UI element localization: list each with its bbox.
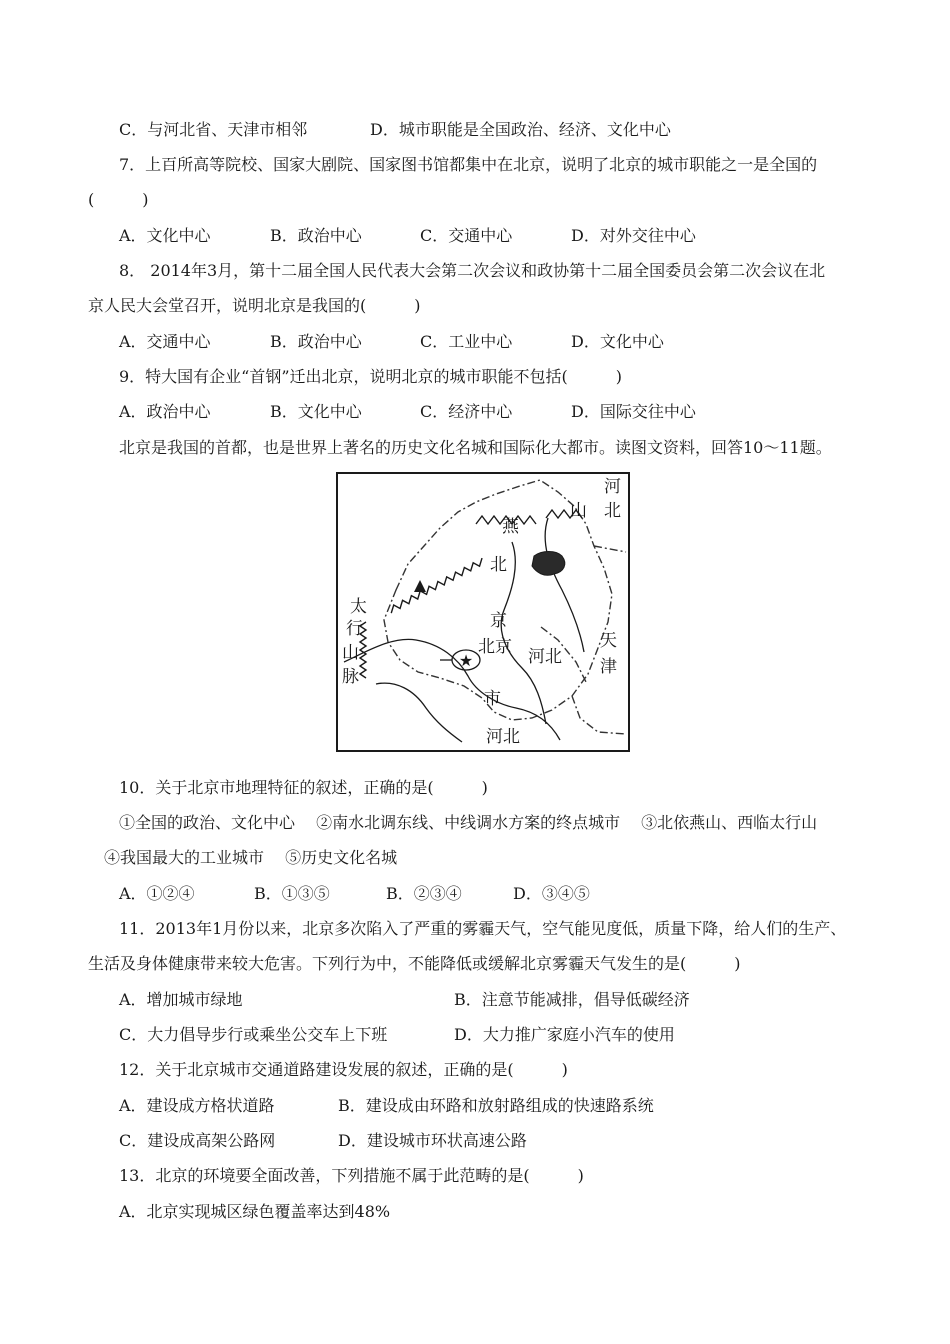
q12-stem: 12．关于北京城市交通道路建设发展的叙述，正确的是( ) [119,1060,568,1079]
q8-stem: 8． 2014年3月，第十二届全国人民代表大会第二次会议和政协第十二届全国委员会第二次会议在北 [119,261,826,280]
label-jin: 津 [600,657,617,677]
q6-option-c: C．与河北省、天津市相邻 [119,120,308,139]
label-jing: 京 [490,611,507,631]
q9-option-b: B．文化中心 [270,402,362,421]
label-shi: 市 [484,689,501,709]
q13-stem: 13．北京的环境要全面改善，下列措施不属于此范畴的是( ) [119,1166,584,1185]
beijing-map-svg [336,472,630,752]
label-tian: 天 [600,631,617,651]
q7-stem: 7．上百所高等院校、国家大剧院、国家图书馆都集中在北京，说明了北京的城市职能之一是全国的 [119,155,818,174]
q7-option-c: C．交通中心 [420,226,513,245]
q13-option-a: A．北京实现城区绿色覆盖率达到48% [119,1202,391,1221]
q6-option-d: D．城市职能是全国政治、经济、文化中心 [370,120,671,139]
q11-option-b: B．注意节能减排，倡导低碳经济 [454,990,690,1009]
q7-option-d: D．对外交往中心 [571,226,696,245]
q10-items-2: ④我国最大的工业城市 ⑤历史文化名城 [104,848,398,867]
q11-option-a: A．增加城市绿地 [119,990,243,1009]
capital-star-icon: ★ [458,651,474,670]
q10-items-1: ①全国的政治、文化中心 ②南水北调东线、中线调水方案的终点城市 ③北依燕山、西临太行山 [119,813,818,832]
q12-option-b: B．建设成由环路和放射路组成的快速路系统 [338,1096,654,1115]
q12-option-a: A．建设成方格状道路 [119,1096,275,1115]
q12-option-d: D．建设城市环状高速公路 [338,1131,527,1150]
label-he-ne: 河 [604,477,621,497]
q11-stem: 11．2013年1月份以来，北京多次陷入了严重的雾霾天气，空气能见度低，质量下降，给人们的生产、 [119,919,847,938]
q11-option-c: C．大力倡导步行或乘坐公交车上下班 [119,1025,388,1044]
label-hang: 行 [346,619,363,639]
q11-stem-cont: 生活及身体健康带来较大危害。下列行为中，不能降低或缓解北京雾霾天气发生的是( ) [88,954,741,973]
label-beijing-city: 北京 [478,637,512,657]
label-yan: 燕 [502,517,519,537]
q10-stem: 10．关于北京市地理特征的叙述，正确的是( ) [119,778,488,797]
q12-option-c: C．建设成高架公路网 [119,1131,276,1150]
label-bei: 北 [490,555,507,575]
q11-option-d: D．大力推广家庭小汽车的使用 [454,1025,675,1044]
q9-option-d: D．国际交往中心 [571,402,696,421]
q10-option-a: A．①②④ [119,884,195,903]
q7-option-b: B．政治中心 [270,226,362,245]
label-bei-ne: 北 [604,501,621,521]
label-mai: 脉 [342,667,359,687]
label-shan: 山 [570,501,587,521]
q8-option-b: B．政治中心 [270,332,362,351]
q10-option-c: B．②③④ [386,884,462,903]
q9-option-c: C．经济中心 [420,402,513,421]
q10-option-b: B．①③⑤ [254,884,330,903]
beijing-map [336,472,630,752]
q8-option-a: A．交通中心 [119,332,211,351]
q10-option-d: D．③④⑤ [513,884,590,903]
q7-answer-paren: ( ) [88,190,149,209]
q9-stem: 9．特大国有企业“首钢”迁出北京，说明北京的城市职能不包括( ) [119,367,623,386]
reservoir-shape [532,552,565,576]
q7-option-a: A．文化中心 [119,226,211,245]
map-intro: 北京是我国的首都，也是世界上著名的历史文化名城和国际化大都市。读图文资料，回答10～11题。 [119,438,832,457]
label-tai: 太 [350,597,367,617]
label-shan2: 山 [342,643,359,663]
label-hebei-mid: 河北 [528,647,562,667]
q8-option-c: C．工业中心 [420,332,513,351]
label-hebei-bottom: 河北 [486,727,520,747]
q8-stem-cont: 京人民大会堂召开，说明北京是我国的( ) [88,296,421,315]
q9-option-a: A．政治中心 [119,402,211,421]
q8-option-d: D．文化中心 [571,332,664,351]
